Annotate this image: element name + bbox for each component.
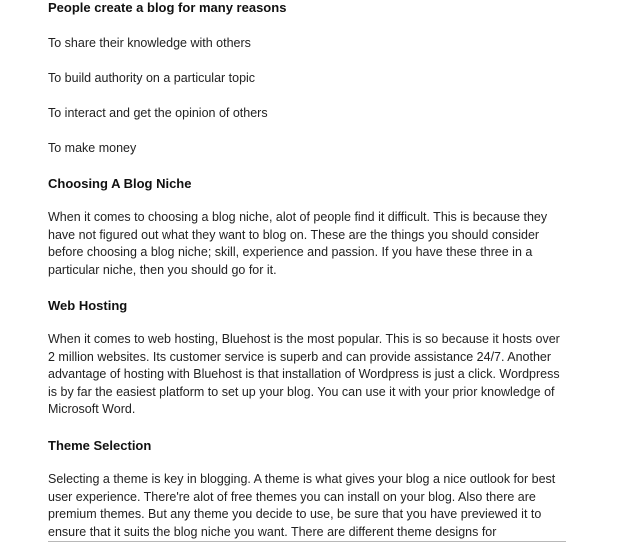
paragraph-blog-niche: When it comes to choosing a blog niche, alot of people find it difficult. This is because they have not figured out what they want to blog on. These are the things you should consider before choosing a blog niche; skill, experience and passion. If you have these three in a particular niche, then you should go for it. <box>48 210 548 277</box>
heading-theme-selection: Theme Selection <box>48 438 152 453</box>
heading-blog-niche: Choosing A Blog Niche <box>48 176 192 191</box>
list-item: To interact and get the opinion of others <box>48 106 268 120</box>
paragraph-web-hosting: When it comes to web hosting, Bluehost is the most popular. This is so because it hosts over 2 million websites. Its customer service is superb and can provide assistance 24/7. Another advantage of hosting with Bluehost is that installation of Wordpress is just a click. Wordpress is by far the easiest platform to set up your blog. You can use it with your prior knowledge of Microsoft Word. <box>48 332 560 416</box>
list-item: To share their knowledge with others <box>48 36 251 50</box>
paragraph-theme-selection: Selecting a theme is key in blogging. A theme is what gives your blog a nice outlook for best user experience. There're alot of free themes you can install on your blog. Also there are premium themes. But any theme you decide to use, be sure that you have previewed it to ensure that it suits the blog niche you want. There are different theme designs for <box>48 472 556 539</box>
heading-reasons: People create a blog for many reasons <box>48 0 287 15</box>
heading-web-hosting: Web Hosting <box>48 298 128 313</box>
divider <box>48 541 566 542</box>
list-item: To make money <box>48 141 137 155</box>
list-item: To build authority on a particular topic <box>48 71 256 85</box>
